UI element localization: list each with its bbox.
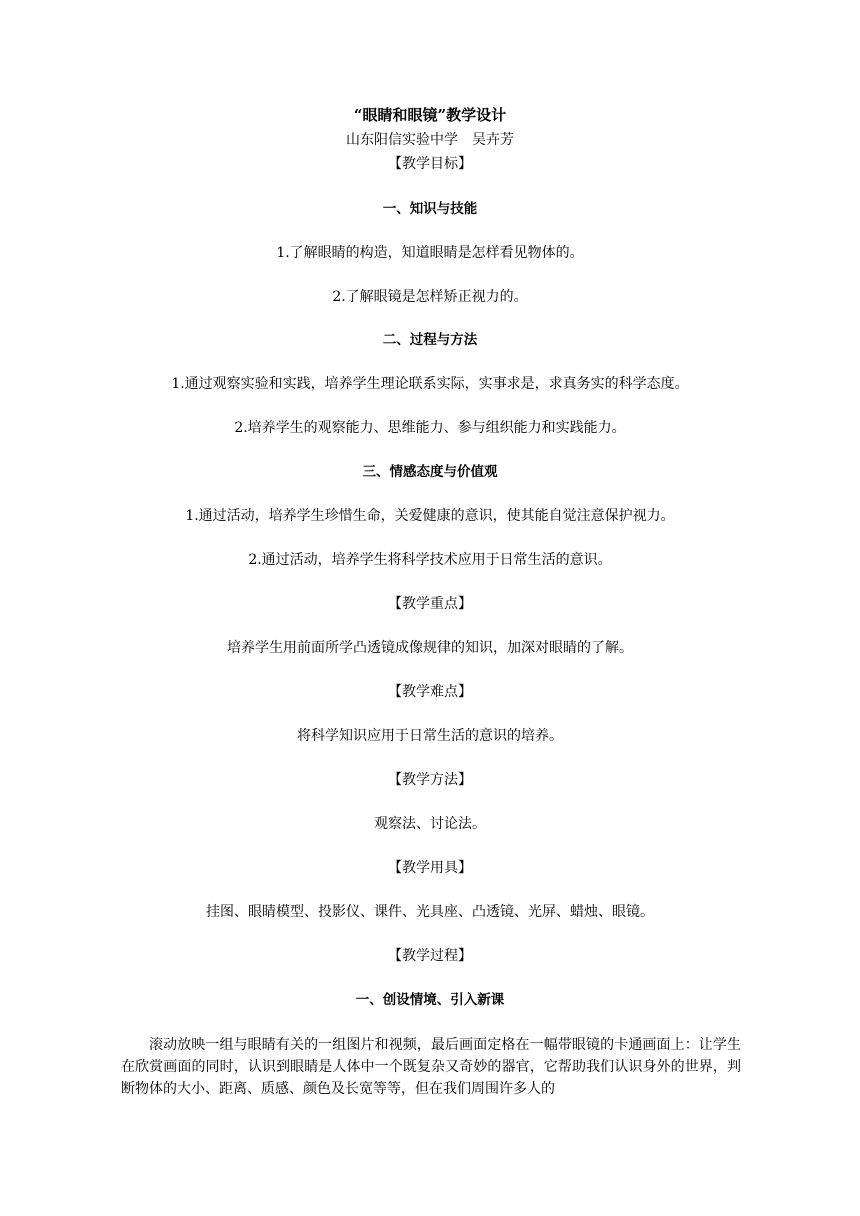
document-title: “眼睛和眼镜”教学设计 xyxy=(353,106,507,124)
key-points-text: 培养学生用前面所学凸透镜成像规律的知识，加深对眼睛的了解。 xyxy=(227,640,633,656)
procedure-paragraph: 滚动放映一组与眼睛有关的一组图片和视频，最后画面定格在一幅带眼镜的卡通画面上：让学生在欣赏画面的同时，认识到眼睛是人体中一个既复杂又奇妙的器官，它帮助我们认识身外的世界，判断物体的大小、距离、质感、颜色及长宽等等，但在我们周围许多人的 xyxy=(121,1037,741,1097)
difficulty-text: 将科学知识应用于日常生活的意识的培养。 xyxy=(297,728,563,744)
knowledge-item-1: 1.了解眼睛的构造，知道眼睛是怎样看见物体的。 xyxy=(276,245,584,261)
knowledge-heading: 一、知识与技能 xyxy=(382,201,478,217)
tools-text: 挂图、眼睛模型、投影仪、课件、光具座、凸透镜、光屏、蜡烛、眼镜。 xyxy=(206,904,654,920)
emotion-item-1: 1.通过活动，培养学生珍惜生命，关爱健康的意识，使其能自觉注意保护视力。 xyxy=(185,508,675,524)
methods-label: 【教学方法】 xyxy=(388,772,472,788)
key-points-label: 【教学重点】 xyxy=(388,596,472,612)
procedure-label: 【教学过程】 xyxy=(388,948,472,964)
knowledge-item-2: 2.了解眼镜是怎样矫正视力的。 xyxy=(332,289,528,305)
emotion-item-2: 2.通过活动，培养学生将科学技术应用于日常生活的意识。 xyxy=(248,552,612,568)
process-item-2: 2.培养学生的观察能力、思维能力、参与组织能力和实践能力。 xyxy=(234,420,626,436)
difficulty-label: 【教学难点】 xyxy=(388,684,472,700)
emotion-heading: 三、情感态度与价值观 xyxy=(362,464,498,480)
process-heading: 二、过程与方法 xyxy=(382,332,478,348)
process-item-1: 1.通过观察实验和实践，培养学生理论联系实际，实事求是，求真务实的科学态度。 xyxy=(171,376,689,392)
document-author: 山东阳信实验中学 吴卉芳 xyxy=(346,132,514,148)
goals-label: 【教学目标】 xyxy=(388,156,472,172)
tools-label: 【教学用具】 xyxy=(388,860,472,876)
methods-text: 观察法、讨论法。 xyxy=(374,816,486,832)
procedure-heading: 一、创设情境、引入新课 xyxy=(355,992,505,1008)
